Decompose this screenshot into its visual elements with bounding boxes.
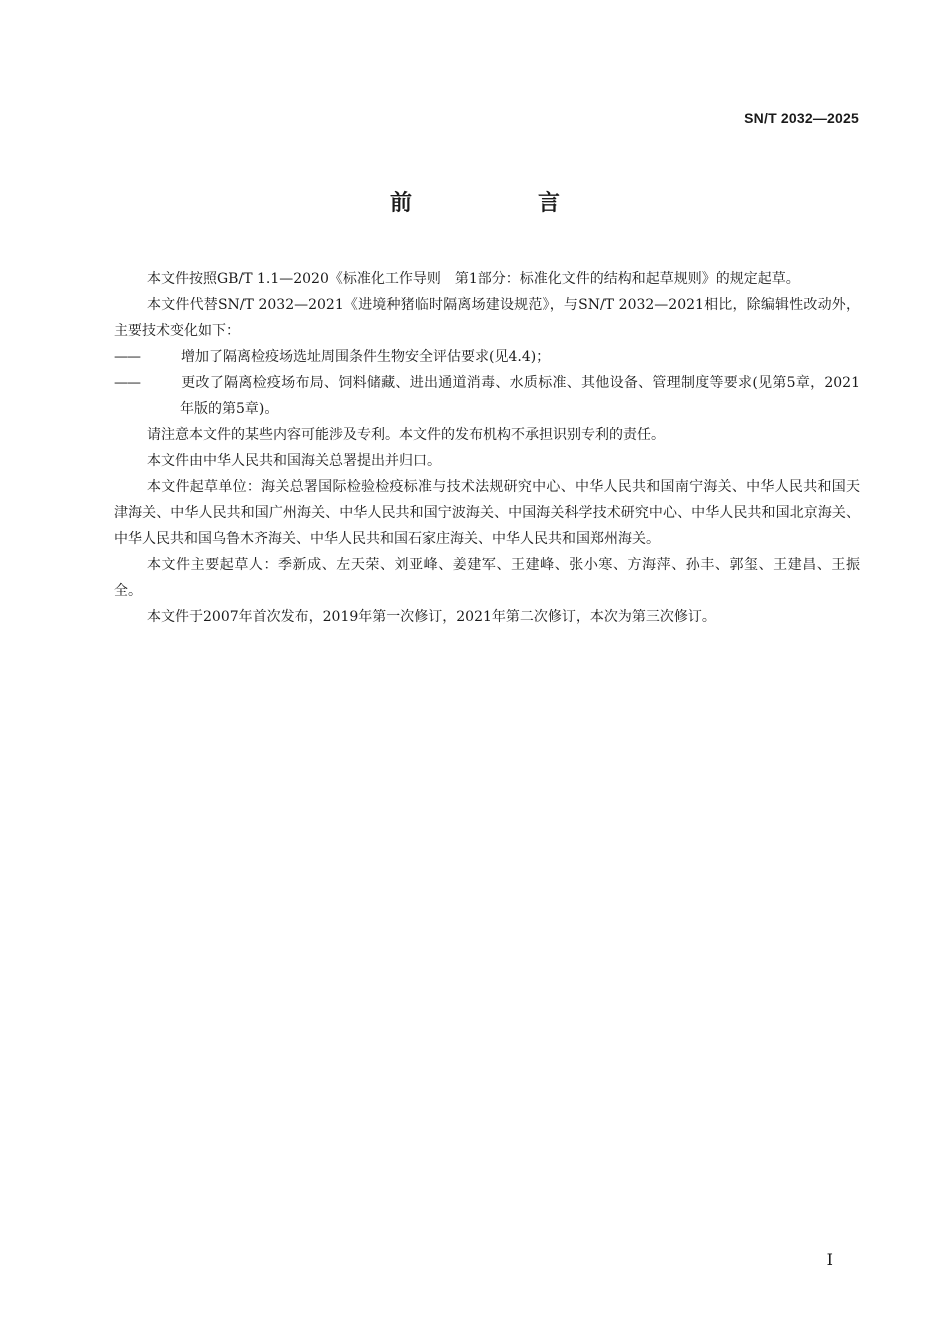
paragraph-patent-notice: 请注意本文件的某些内容可能涉及专利。本文件的发布机构不承担识别专利的责任。 [147,427,665,443]
foreword-body [114,266,860,630]
change-item-text: 增加了隔离检疫场选址周围条件生物安全评估要求(见4.4)； [181,349,551,365]
change-item-text: 更改了隔离检疫场布局、饲料储藏、进出通道消毒、水质标准、其他设备、管理制度等要求(见第5章，2021年版的第5章)。 [180,375,860,417]
page-number: I [826,1250,833,1269]
change-item [114,370,860,422]
change-item [114,344,860,370]
paragraph-drafting-units: 本文件起草单位：海关总署国际检验检疫标准与技术法规研究中心、中华人民共和国南宁海关、中华人民共和国天津海关、中华人民共和国广州海关、中华人民共和国宁波海关、中国海关科学技术研究中心、中华人民共和国北京海关、中华人民共和国乌鲁木齐海关、中华人民共和国石家庄海关、中华人民共和国郑州海关。 [114,479,860,547]
paragraph-proposer: 本文件由中华人民共和国海关总署提出并归口。 [147,453,441,469]
paragraph-drafting-basis: 本文件按照GB/T 1.1—2020《标准化工作导则 第1部分：标准化文件的结构和起草规则》的规定起草。 [147,271,800,287]
paragraph-replacement-note: 本文件代替SN/T 2032—2021《进境种猪临时隔离场建设规范》，与SN/T 2032—2021相比，除编辑性改动外，主要技术变化如下： [114,297,860,339]
paragraph-history: 本文件于2007年首次发布，2019年第一次修订，2021年第二次修订，本次为第三次修订。 [147,609,716,625]
dash-marker: —— [114,375,140,391]
document-code: SN/T 2032—2025 [744,110,859,126]
dash-marker: —— [114,349,140,365]
page-title: 前 言 [389,191,612,216]
paragraph-drafters: 本文件主要起草人：季新成、左天荣、刘亚峰、姜建军、王建峰、张小寒、方海萍、孙丰、郭玺、王建昌、王振全。 [114,557,860,599]
